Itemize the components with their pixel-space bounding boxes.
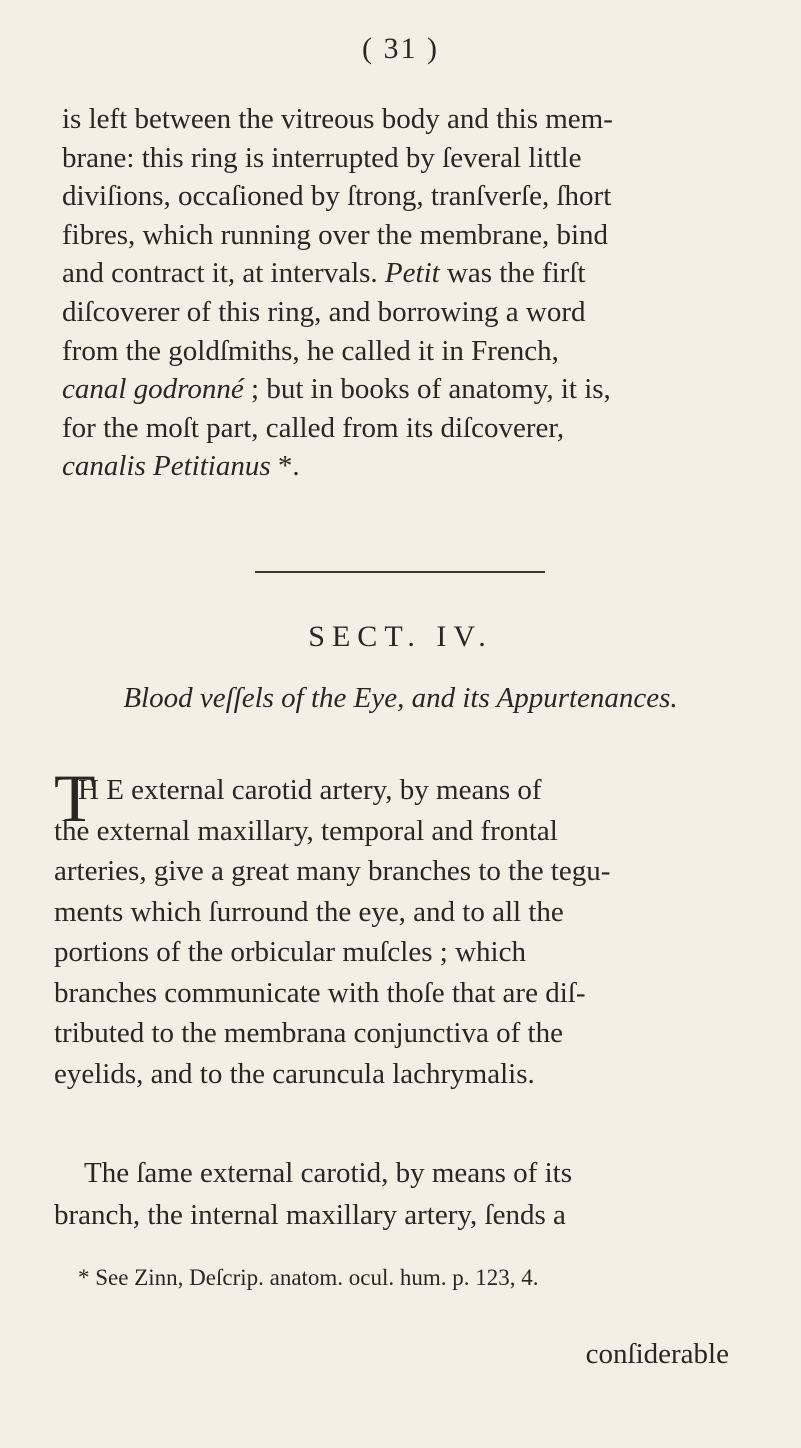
drop-cap: T <box>54 760 96 836</box>
text-line: eyelids, and to the caruncula lachrymalis. <box>54 1057 535 1090</box>
text-segment: and contract it, at intervals. <box>62 257 378 290</box>
text-line: for the moſt part, called from its diſcoverer, <box>62 411 565 444</box>
footnote: * See Zinn, Deſcrip. anatom. ocul. hum. p. 123, 4. <box>78 1265 539 1290</box>
paragraph-carotid-artery <box>54 770 754 1094</box>
text-line: the external maxillary, temporal and frontal <box>54 814 558 847</box>
page-number: ( 31 ) <box>362 32 439 65</box>
footnote-mark: *. <box>270 450 300 483</box>
text-line: from the goldſmiths, he called it in French, <box>62 334 559 367</box>
text-line <box>62 370 748 409</box>
text-segment: was the firſt <box>439 257 586 290</box>
term-canalis-petitianus: canalis Petitianus <box>62 450 271 483</box>
section-divider-rule <box>255 571 545 573</box>
text-line <box>62 254 748 293</box>
section-subtitle: Blood veſſels of the Eye, and its Appurtenances. <box>123 682 678 714</box>
text-line: brane: this ring is interrupted by ſeveral little <box>62 141 582 174</box>
text-line: is left between the vitreous body and this mem- <box>62 103 613 135</box>
text-line: arteries, give a great many branches to the tegu- <box>54 855 611 887</box>
text-line: diviſions, occaſioned by ſtrong, tranſverſe, ſhort <box>62 180 612 213</box>
term-canal-godronne: canal godronné <box>62 373 244 406</box>
text-line: ments which ſurround the eye, and to all the <box>54 895 564 928</box>
paragraph-canal-of-petit <box>62 100 748 486</box>
text-line: branch, the internal maxillary artery, ſends a <box>54 1199 566 1231</box>
text-line: H E external carotid artery, by means of <box>78 774 542 806</box>
text-line: portions of the orbicular muſcles ; which <box>54 936 526 968</box>
text-line: branches communicate with thoſe that are diſ- <box>54 976 586 1009</box>
section-heading: SECT. IV. <box>308 620 493 653</box>
text-line: fibres, which running over the membrane, bind <box>62 218 609 251</box>
text-segment: ; but in books of anatomy, it is, <box>243 373 611 406</box>
text-line: The ſame external carotid, by means of its <box>84 1157 572 1189</box>
text-line: tributed to the membrana conjunctiva of the <box>54 1017 563 1049</box>
text-line: diſcoverer of this ring, and borrowing a word <box>62 295 586 328</box>
text-line <box>62 447 748 486</box>
catchword: conſiderable <box>585 1338 729 1370</box>
name-petit: Petit <box>384 257 440 290</box>
paragraph-internal-maxillary <box>54 1152 754 1236</box>
